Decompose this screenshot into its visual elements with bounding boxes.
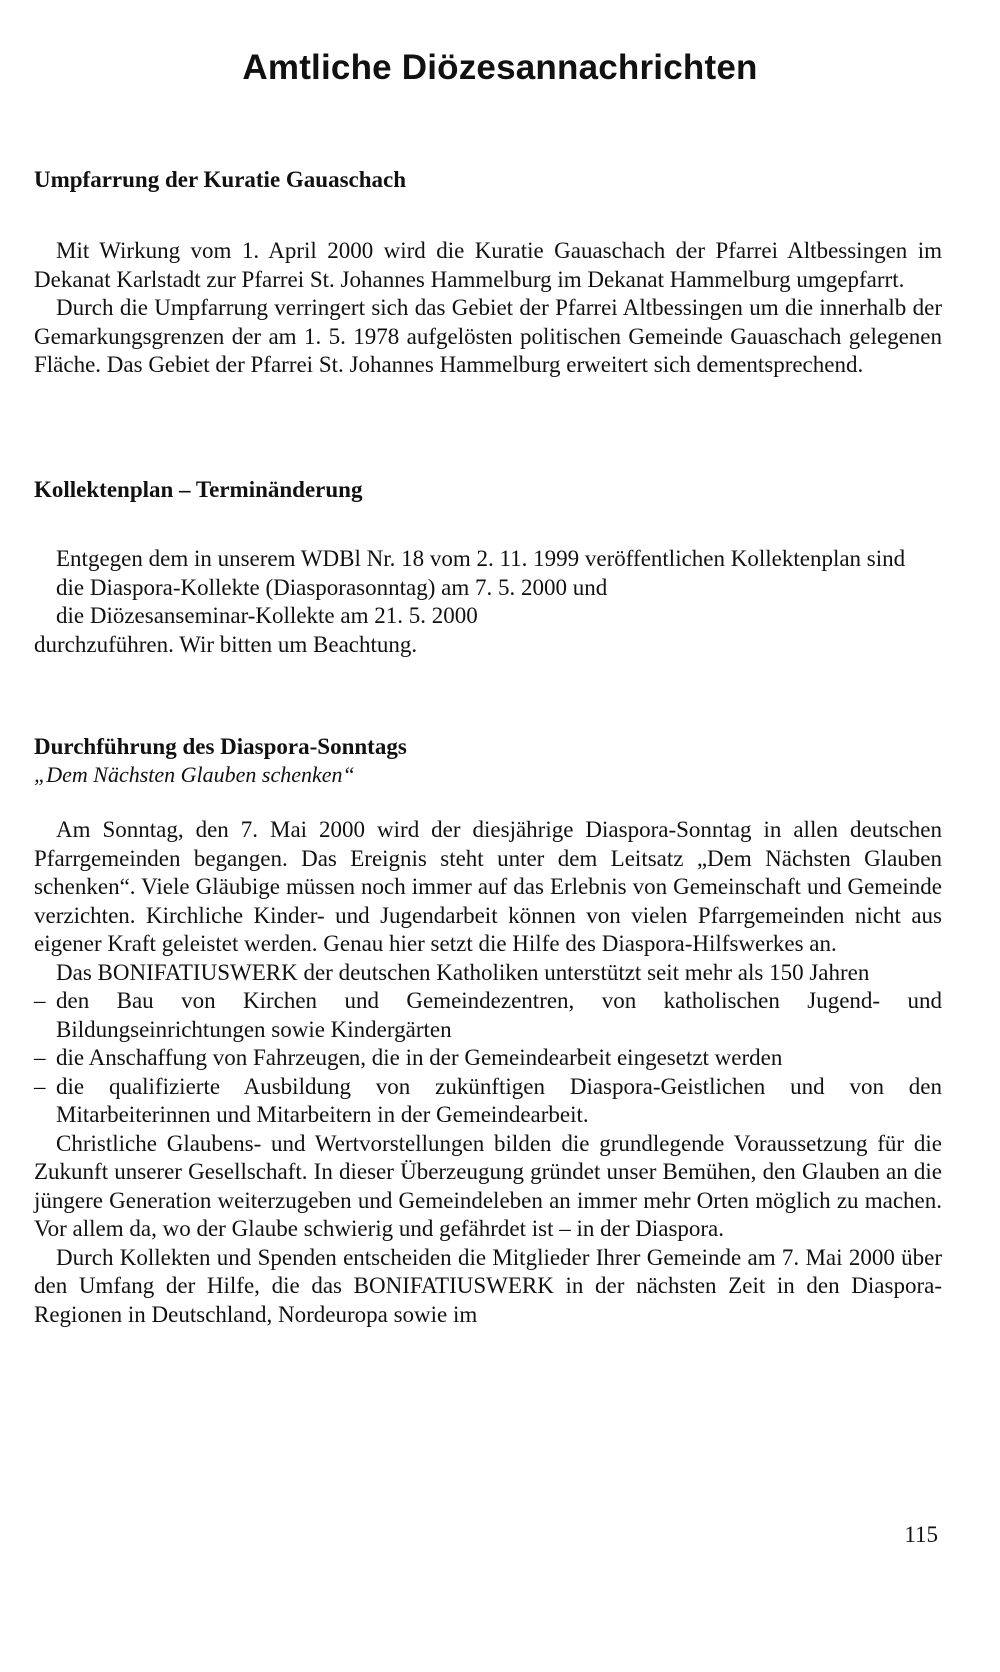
list-item	[34, 987, 942, 1044]
section-body	[34, 545, 942, 659]
section-body	[34, 816, 942, 1329]
section-heading: Kollektenplan – Terminänderung	[34, 477, 363, 502]
paragraph: Durch Kollekten und Spenden entscheiden die Mitglieder Ihrer Gemeinde am 7. Mai 2000 über den Umfang der Hilfe, die das BONIFATIUSWERK in der nächsten Zeit in den Diaspora-Regionen in Deutschland, Nordeuropa sowie im	[34, 1244, 942, 1327]
dash-marker: –	[34, 1073, 46, 1099]
paragraph: Entgegen dem in unserem WDBl Nr. 18 vom 2. 11. 1999 veröffentlichen Kollektenplan sind	[56, 546, 906, 571]
paragraph-line: die Diözesanseminar-Kollekte am 21. 5. 2000	[56, 603, 478, 628]
paragraph-line: durchzuführen. Wir bitten um Beachtung.	[34, 631, 418, 657]
paragraph: Mit Wirkung vom 1. April 2000 wird die Kuratie Gauaschach der Pfarrei Altbessingen im Dekanat Karlstadt zur Pfarrei St. Johannes Hammelburg im Dekanat Hammelburg umgepfarrt.	[34, 238, 942, 292]
page-number: 115	[904, 1522, 938, 1547]
section-body	[34, 237, 942, 380]
paragraph: Durch die Umpfarrung verringert sich das Gebiet der Pfarrei Altbessingen um die innerhalb der Gemarkungsgrenzen der am 1. 5. 1978 aufgelösten politischen Gemeinde Gauaschach gelegenen Fläche. Das Gebiet der Pfarrei St. Johannes Hammelburg erweitert sich dementsprechend.	[34, 295, 942, 377]
paragraph: Das BONIFATIUSWERK der deutschen Katholiken unterstützt seit mehr als 150 Jahren	[56, 959, 870, 985]
page-title: Amtliche Diözesannachrichten	[242, 48, 758, 87]
list-item	[34, 1073, 942, 1130]
list-item-text: die Anschaffung von Fahrzeugen, die in der Gemeindearbeit eingesetzt werden	[56, 1045, 783, 1070]
paragraph: Christliche Glaubens- und Wertvorstellungen bilden die grundlegende Voraussetzung für die Zukunft unserer Gesellschaft. In dieser Überzeugung gründet unser Bemühen, den Glauben an die jüngere Generation weiterzugeben und Gemeindeleben an immer mehr Orten möglich zu machen. Vor allem da, wo der Glaube schwierig und gefährdet ist – in der Diaspora.	[34, 1130, 942, 1241]
dash-marker: –	[34, 1045, 46, 1070]
paragraph-line: die Diaspora-Kollekte (Diasporasonntag) am 7. 5. 2000 und	[56, 574, 608, 600]
section-subheading: „Dem Nächsten Glauben schenken“	[34, 762, 355, 787]
dash-marker: –	[34, 988, 46, 1013]
section-heading: Umpfarrung der Kuratie Gauaschach	[34, 167, 407, 192]
list-item	[34, 1044, 942, 1073]
paragraph: Am Sonntag, den 7. Mai 2000 wird der diesjährige Diaspora-Sonntag in allen deutschen Pfarrgemeinden begangen. Das Ereignis steht unter dem Leitsatz „Dem Nächsten Glauben schenken“. Viele Gläubige müssen noch immer auf das Erlebnis von Gemeinschaft und Gemeinde verzichten. Kirchliche Kinder- und Jugendarbeit können von vielen Pfarrgemeinden nicht aus eigener Kraft geleistet werden. Genau hier setzt die Hilfe des Diaspora-Hilfswerkes an.	[34, 817, 942, 956]
section-kollektenplan	[34, 476, 942, 659]
section-diaspora-sonntag	[34, 733, 942, 1329]
list-item-text: die qualifizierte Ausbildung von zukünftigen Diaspora-Geistlichen und von den Mitarbeiterinnen und Mitarbeitern in der Gemeindearbeit.	[56, 1073, 942, 1127]
section-umpfarrung	[34, 166, 942, 380]
section-heading: Durchführung des Diaspora-Sonntags	[34, 734, 407, 759]
list-item-text: den Bau von Kirchen und Gemeindezentren, von katholischen Jugend- und Bildungseinrichtungen sowie Kindergärten	[56, 988, 942, 1042]
